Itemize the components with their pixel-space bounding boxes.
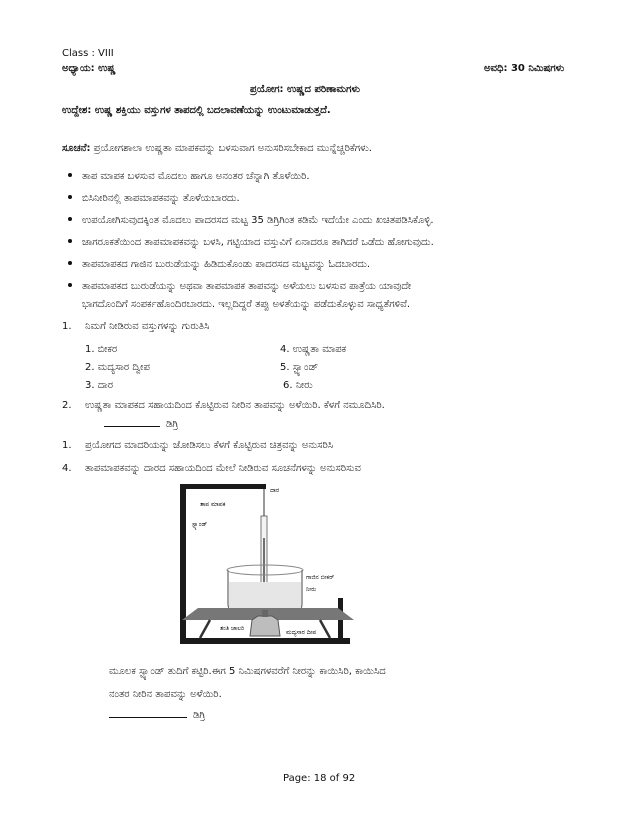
duration: ಅವಧಿ: 30 ನಿಮಿಷಗಳು [484, 63, 565, 74]
item-list-right-1: 4. ಉಷ್ಣತಾ ಮಾಪಕ [280, 344, 347, 355]
item-list-right-2: 5. ಸ್ಟ್ಯಾಂಡ್ [280, 362, 319, 373]
bullet-item: ತಾಪಮಾಪಕದ ಬುರುಡೆಯನ್ನು ಅಥವಾ ತಾಪಮಾಪಕ ತಾಪವನ್ನು ಅಳೆಯಲು ಬಳಸುವ ಪಾತ್ರೆಯ ಯಾವುದೇ [68, 280, 411, 293]
page-number: Page: 18 of 92 [283, 773, 356, 784]
bullet-item: ತಾಪಮಾಪಕದ ಗಾಜಿನ ಬುರುಡೆಯನ್ನು ಹಿಡಿದುಕೊಂಡು ಪಾದರಸದ ಮಟ್ಟವನ್ನು ಓದಬಾರದು. [68, 258, 370, 271]
stand-base [180, 638, 350, 644]
spirit-lamp [250, 616, 280, 636]
instructions-intro-text: ಪ್ರಯೋಗಶಾಲಾ ಉಷ್ಣತಾ ಮಾಪಕವನ್ನು ಬಳಸುವಾಗ ಅನುಸರಿಸಬೇಕಾದ ಮುನ್ನೆಚ್ಚರಿಕೆಗಳು. [93, 143, 372, 154]
water [229, 582, 301, 609]
label-gauze: ತಂತಿ ಜಾಲರಿ [220, 625, 245, 632]
label-thread: ದಾರ [270, 487, 280, 494]
answer-blank[interactable] [109, 708, 187, 718]
bullet-icon [68, 217, 72, 221]
question-2-text: ಉಷ್ಣತಾ ಮಾಪಕದ ಸಹಾಯದಿಂದ ಕೊಟ್ಟಿರುವ ನೀರಿನ ತಾಪವನ್ನು ಅಳೆಯಿರಿ. ಕೆಳಗೆ ನಮೂದಿಸಿರಿ. [85, 400, 385, 411]
objective: ಉದ್ದೇಶ: ಉಷ್ಣ ಶಕ್ತಿಯು ವಸ್ತುಗಳ ತಾಪದಲ್ಲಿ ಬದಲಾವಣೆಯನ್ನು ಉಂಟುಮಾಡುತ್ತದೆ. [62, 105, 331, 116]
instruction-line-2: ನಂತರ ನೀರಿನ ತಾಪವನ್ನು ಅಳೆಯಿರಿ. [109, 689, 222, 700]
item-list-left-1: 1. ಬೀಕರ [85, 344, 118, 355]
degree-unit: ಡಿಗ್ರಿ [193, 710, 206, 721]
degree-unit: ಡಿಗ್ರಿ [166, 419, 179, 430]
class-label: Class : VIII [62, 48, 114, 59]
label-stand: ಸ್ಟ್ಯಾಂಡ್ [192, 521, 208, 528]
label-beaker: ಗಾಜಿನ ಬೀಕರ್ [306, 574, 335, 581]
label-water: ನೀರು [306, 586, 317, 593]
stand-top-bar [180, 484, 266, 489]
bullet-icon [68, 261, 72, 265]
answer-line-4[interactable] [109, 708, 205, 722]
question-1-number: 1. [62, 321, 72, 332]
question-3-text: ಪ್ರಯೋಗದ ಮಾದರಿಯನ್ನು ಜೋಡಿಸಲು ಕೆಳಗೆ ಕೊಟ್ಟಿರುವ ಚಿತ್ರವನ್ನು ಅನುಸರಿಸಿ [85, 440, 334, 451]
label-thermometer: ತಾಪ ಮಾಪಕ [200, 501, 226, 508]
bullet-item-continuation: ಭಾಗದೊಂದಿಗೆ ಸಂಪರ್ಕಹೊಂದಿರಬಾರದು. ಇಲ್ಲದಿದ್ದರೆ ತಪ್ಪು ಅಳತೆಯನ್ನು ಪಡೆದುಕೊಳ್ಳುವ ಸಾಧ್ಯತೆಗಳಿವೆ. [82, 299, 411, 310]
experiment-title: ಪ್ರಯೋಗ: ಉಷ್ಣದ ಪರಿಣಾಮಗಳು [250, 84, 361, 95]
answer-blank[interactable] [104, 417, 160, 427]
bullet-icon [68, 283, 72, 287]
question-2-number: 2. [62, 400, 72, 411]
question-4-text: ತಾಪಮಾಪಕವನ್ನು ದಾರದ ಸಹಾಯದಿಂದ ಮೇಲೆ ನೀಡಿರುವ ಸೂಚನೆಗಳನ್ನು ಅನುಸರಿಸುವ [85, 463, 361, 474]
instructions-intro [62, 142, 372, 155]
tripod-leg [200, 620, 210, 638]
bullet-item: ತಾಪ ಮಾಪಕ ಬಳಸುವ ಮೊದಲು ಹಾಗೂ ಅನಂತರ ಚೆನ್ನಾಗಿ ತೊಳೆಯಿರಿ. [68, 170, 310, 183]
question-1-text: ನಿಮಗೆ ನೀಡಿರುವ ವಸ್ತುಗಳನ್ನು ಗುರುತಿಸಿ [85, 321, 210, 332]
bullet-icon [68, 173, 72, 177]
question-3-number: 1. [62, 440, 72, 451]
instructions-heading: ಸೂಚನೆ: [62, 143, 91, 154]
tripod-leg [320, 620, 330, 638]
question-4-number: 4. [62, 463, 72, 474]
bullet-item: ಜಾಗರೂಕತೆಯಿಂದ ತಾಪಮಾಪಕವನ್ನು ಬಳಸಿ, ಗಟ್ಟಿಯಾದ ವಸ್ತುವಿಗೆ ಏನಾದರೂ ತಾಗಿದರೆ ಒಡೆದು ಹೋಗುವುದು. [68, 236, 434, 249]
chapter-title: ಅಧ್ಯಾಯ: ಉಷ್ಣ [62, 63, 116, 74]
item-list-left-3: 3. ದಾರ [85, 380, 113, 391]
bullet-item: ಉಪಯೋಗಿಸುವುದಕ್ಕಿಂತ ಮೊದಲು ಪಾದರಸದ ಮಟ್ಟ 35 ಡಿಗ್ರಿಗಿಂತ ಕಡಿಮೆ ಇದೆಯೇ ಎಂದು ಖಚಿತಪಡಿಸಿಕೊಳ್ಳಿ. [68, 214, 434, 227]
answer-line-2[interactable] [104, 417, 178, 431]
item-list-left-2: 2. ಮದ್ಯಸಾರ ದ್ವೀಪ [85, 362, 150, 373]
bullet-icon [68, 239, 72, 243]
lamp-wick [262, 610, 268, 617]
item-list-right-3: 6. ನೀರು [283, 380, 313, 391]
bullet-icon [68, 195, 72, 199]
label-lamp: ಮದ್ಯಸಾರ ದೀಪ [286, 629, 317, 636]
experiment-diagram [170, 478, 360, 653]
instruction-line-1: ಮೂಲಕ ಸ್ಟ್ಯಾಂಡ್ ತುದಿಗೆ ಕಟ್ಟಿರಿ.ಈಗ 5 ನಿಮಿಷಗಳವರೆಗೆ ನೀರನ್ನು ಕಾಯಿಸಿರಿ, ಕಾಯಿಸಿದ [109, 666, 386, 677]
bullet-item: ಬಿಸಿನೀರಿನಲ್ಲಿ ತಾಪಮಾಪಕವನ್ನು ತೊಳೆಯಬಾರದು. [68, 192, 240, 205]
